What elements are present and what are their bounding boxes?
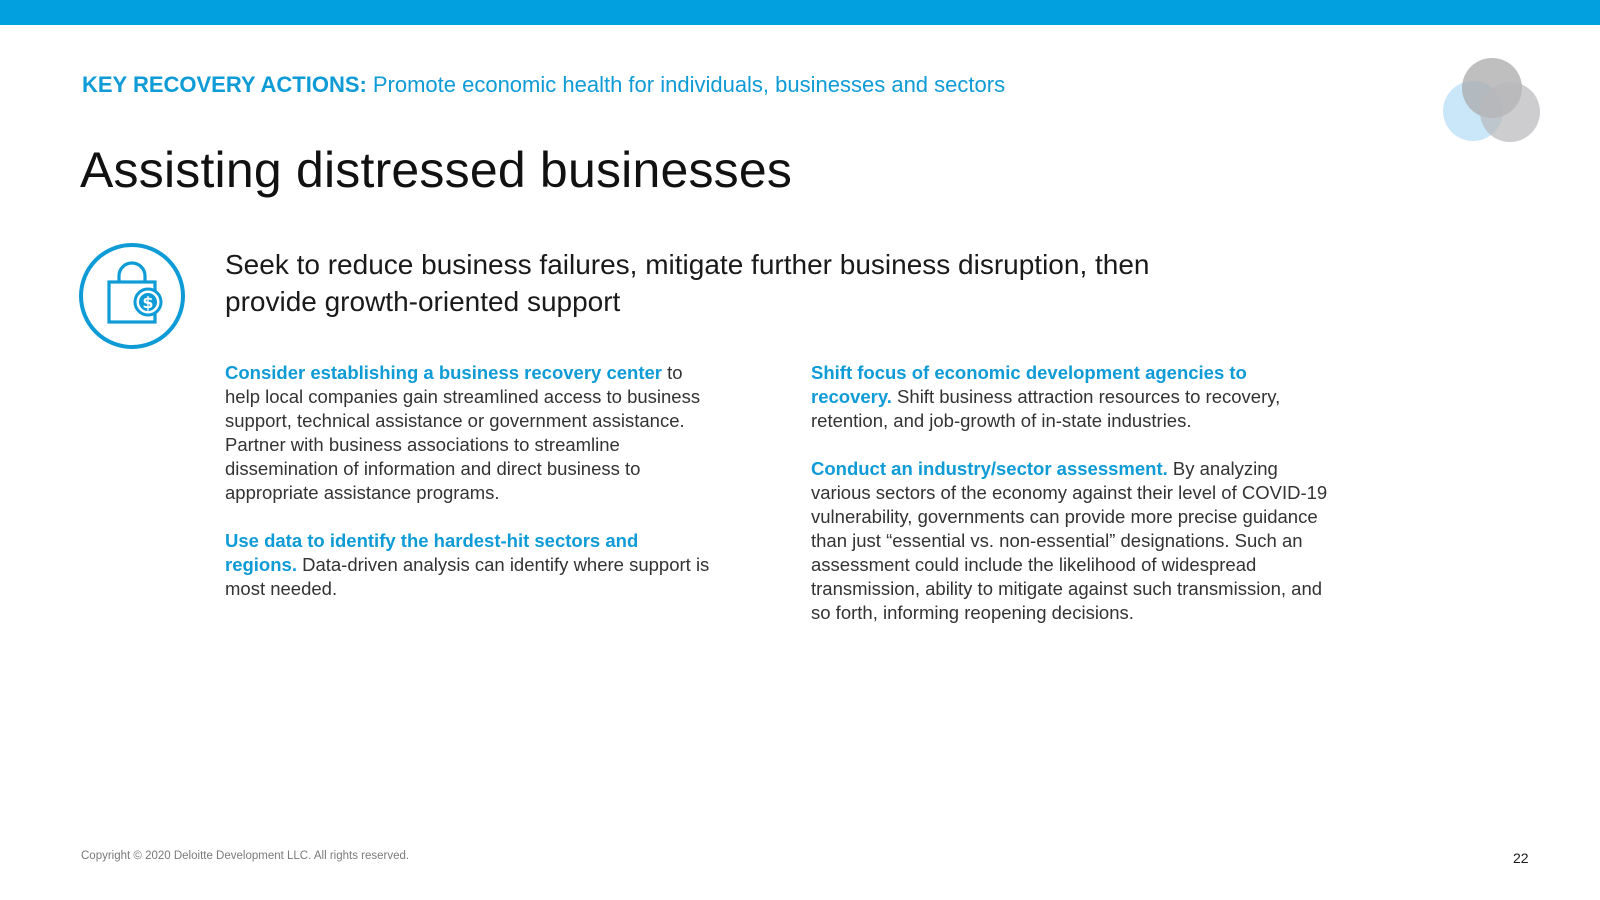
right-column bbox=[811, 361, 1331, 649]
copyright-footer: Copyright © 2020 Deloitte Development LLC. All rights reserved. bbox=[81, 850, 410, 862]
action-lead-in: Consider establishing a business recovery center bbox=[225, 362, 662, 383]
svg-text:$: $ bbox=[142, 293, 154, 312]
lead-statement: Seek to reduce business failures, mitigate further business disruption, then provide growth-oriented support bbox=[225, 249, 1150, 317]
action-item bbox=[225, 361, 710, 505]
top-accent-bar bbox=[0, 0, 1600, 25]
action-body: to help local companies gain streamlined access to business support, technical assistance or government assistance. Partner with business associations to streamline dissemination of information and direct business to appropriate assistance programs. bbox=[225, 362, 701, 503]
action-body: Shift business attraction resources to recovery, retention, and job-growth of in-state industries. bbox=[811, 386, 1281, 431]
action-lead-in: Conduct an industry/sector assessment. bbox=[811, 458, 1168, 479]
page-number: 22 bbox=[1513, 850, 1529, 866]
action-item bbox=[811, 361, 1331, 433]
shopping-bag-dollar-icon bbox=[78, 242, 186, 350]
action-body: By analyzing various sectors of the economy against their level of COVID-19 vulnerability, governments can provide more precise guidance than just “essential vs. non-essential” designations. Such an assessment could include the likelihood of widespread transmission, ability to mitigate against such transmission, and so forth, informing reopening decisions. bbox=[811, 458, 1328, 623]
action-lead-in: Use data to identify the hardest-hit sectors and regions. bbox=[225, 530, 639, 575]
gray-circle bbox=[1480, 82, 1540, 142]
kicker-text: Promote economic health for individuals, businesses and sectors bbox=[372, 72, 1006, 97]
action-item bbox=[225, 529, 710, 601]
decorative-circles-logo bbox=[1440, 58, 1540, 144]
action-lead-in: Shift focus of economic development agencies to recovery. bbox=[811, 362, 1247, 407]
kicker-label: KEY RECOVERY ACTIONS: bbox=[82, 72, 367, 97]
left-column bbox=[225, 361, 710, 625]
section-kicker bbox=[82, 70, 1005, 100]
page-title: Assisting distressed businesses bbox=[80, 142, 793, 198]
action-item bbox=[811, 457, 1331, 625]
action-body: Data-driven analysis can identify where support is most needed. bbox=[225, 554, 710, 599]
